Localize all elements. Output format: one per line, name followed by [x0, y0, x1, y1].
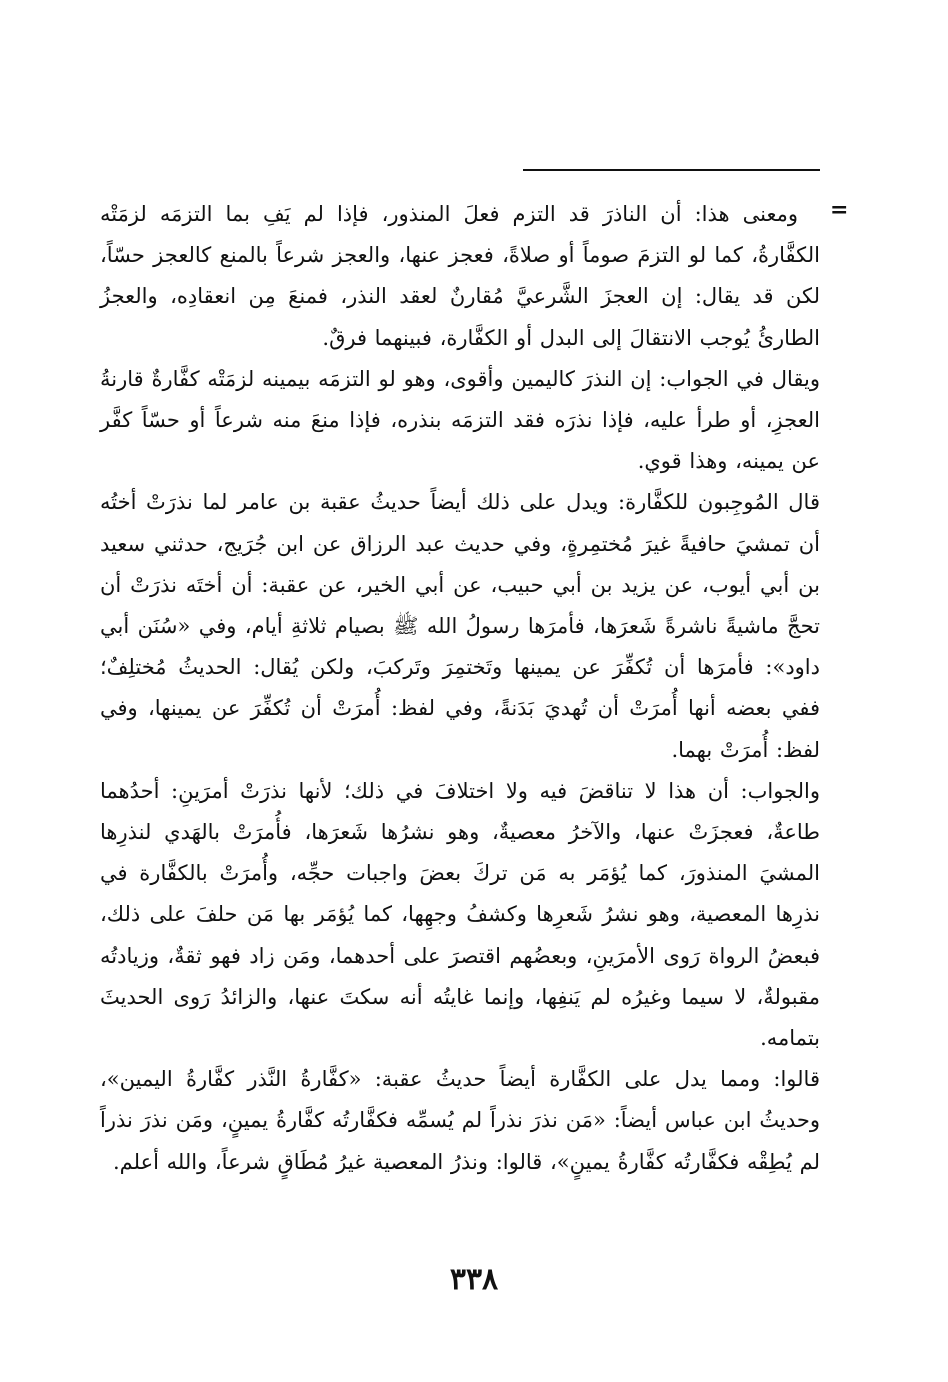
footnote-separator-rule — [523, 169, 820, 171]
paragraph-4: والجواب: أن هذا لا تناقضَ فيه ولا اختلافَ في ذلك؛ لأنها نذرَتْ أمرَينِ: أحدُهما طاعةٌ، فعجزَتْ عنها، والآخرُ معصيةٌ، وهو نشرُها شَعرَها، فأُمرَتْ بالهَدي لنذرِها المشيَ المنذورَ، كما يُؤمَر به مَن تركَ بعضَ واجبات حجِّه، وأُمرَتْ بالكفَّارة في نذرِها المعصية، وهو نشرُ شَعرِها وكشفُ وجهِها، كما يُؤمَر بها مَن حلفَ على ذلك، فبعضُ الرواة رَوى الأمرَينِ، وبعضُهم اقتصرَ على أحدهما، ومَن زاد فهو ثقةٌ، وزيادتُه مقبولةٌ، لا سيما وغيرُه لم يَنفِها، وإنما غايتُه أنه سكتَ عنها، والزائدُ رَوى الحديثَ بتمامه. — [100, 778, 820, 1051]
footnote-continuation-mark: = — [830, 197, 849, 223]
footnote-text-block — [100, 194, 820, 1183]
page-number: ٣٣٨ — [449, 1262, 499, 1297]
paragraph-3: قال المُوجِبون للكفَّارة: ويدل على ذلك أيضاً حديثُ عقبة بن عامر لما نذرَتْ أختُه أن تمشيَ حافيةً غيرَ مُختمِرةٍ، وفي حديث عبد الرزاق عن ابن جُرَيج، حدثني سعيد بن أبي أيوب، عن يزيد بن أبي حبيب، عن أبي الخير، عن عقبة: أن أختَه نذرَتْ أن تحجَّ ماشيةً ناشرةً شَعرَها، فأمرَها رسولُ الله ﷺ بصيام ثلاثةِ أيام، وفي «سُنَن أبي داود»: فأمرَها أن تُكفِّرَ عن يمينها وتَختمِرَ وتَركبَ، ولكن يُقال: الحديثُ مُختلِفٌ؛ ففي بعضه أنها أُمرَتْ أن تُهديَ بَدَنةً، وفي لفظ: أُمرَتْ أن تُكفِّرَ عن يمينها، وفي لفظ: أُمرَتْ بهما. — [100, 490, 820, 762]
paragraph-1: ومعنى هذا: أن الناذرَ قد التزم فعلَ المنذور، فإذا لم يَفِ بما التزمَه لزمَتْه الكفَّارةُ، كما لو التزمَ صوماً أو صلاةً، فعجز عنها، والعجز شرعاً بالمنع كالعجز حسّاً، لكن قد يقال: إن العجزَ الشَّرعيَّ مُقارنٌ لعقد النذر، فمنعَ مِن انعقادِه، والعجزُ الطارئُ يُوجب الانتقالَ إلى البدل أو الكفَّارة، فبينهما فرقٌ. — [100, 202, 820, 350]
paragraph-5: قالوا: ومما يدل على الكفَّارة أيضاً حديثُ عقبة: «كفَّارةُ النَّذر كفَّارةُ اليمين»، وحديثُ ابن عباس أيضاً: «مَن نذرَ نذراً لم يُسمِّه فكفَّارتُه كفَّارةُ يمينٍ، ومَن نذرَ نذراً لم يُطِقْه فكفَّارتُه كفَّارةُ يمينٍ»، قالوا: ونذرُ المعصية غيرُ مُطَاقٍ شرعاً، والله أعلم. — [100, 1067, 820, 1174]
paragraph-2: ويقال في الجواب: إن النذرَ كاليمين وأقوى، وهو لو التزمَه بيمينه لزمَتْه كفَّارةٌ قارنةُ العجزِ، أو طرأ عليه، فإذا نذرَه فقد التزمَه بنذره، فإذا منعَ منه شرعاً أو حسّاً كفَّر عن يمينه، وهذا قوي. — [100, 366, 821, 474]
